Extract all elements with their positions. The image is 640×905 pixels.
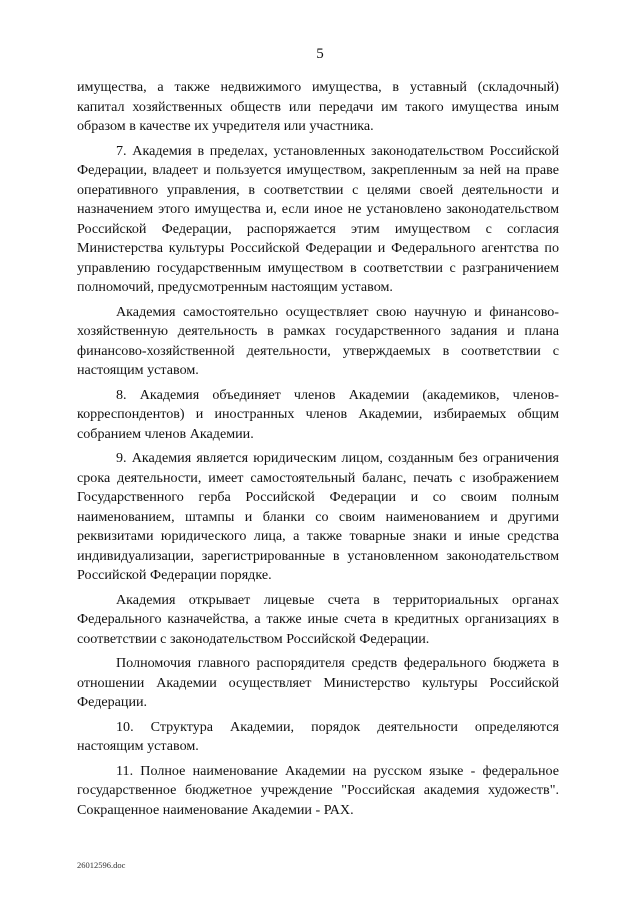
paragraph-7: 7. Академия в пределах, установленных законодательством Российской Федерации, владеет и пользуется имуществом, закрепленным за ней на праве оперативного управления, в соответствии с целями своей деятельности и назначением этого имущества и, если иное не установлено законодательством Российской Федерации, распоряжается этим имуществом с согласия Министерства культуры Российской Федерации и Федерального агентства по управлению государственным имуществом в соответствии с разграничением полномочий, предусмотренным настоящим уставом. [77,142,559,295]
footer-file-code: 26012596.doc [77,860,126,870]
paragraph-7-financial-activity: Академия самостоятельно осуществляет свою научную и финансово-хозяйственную деятельность в рамках государственного задания и плана финансово-хозяйственной деятельности, утверждаемых в соответствии с настоящим уставом. [77,303,559,378]
document-body [77,78,559,825]
paragraph-9: 9. Академия является юридическим лицом, созданным без ограничения срока деятельности, имеет самостоятельный баланс, печать с изображением Государственного герба Российской Федерации и со своим полным наименованием, штампы и бланки со своим наименованием и другими реквизитами юридического лица, а также товарные знаки и иные средства индивидуализации, зарегистрированные в установленном законодательством Российской Федерации порядке. [77,450,559,583]
paragraph-8: 8. Академия объединяет членов Академии (академиков, членов-корреспондентов) и иностранных членов Академии, избираемых общим собранием членов Академии. [77,386,559,442]
paragraph-9-budget-authority: Полномочия главного распорядителя средств федерального бюджета в отношении Академии осуществляет Министерство культуры Российской Федерации. [77,655,559,710]
page-number: 5 [316,46,324,62]
paragraph-10: 10. Структура Академии, порядок деятельности определяются настоящим уставом. [77,718,559,754]
paragraph-9-accounts: Академия открывает лицевые счета в территориальных органах Федерального казначейства, а также иные счета в кредитных организациях в соответствии с законодательством Российской Федерации. [77,591,559,647]
paragraph-11: 11. Полное наименование Академии на русском языке - федеральное государственное бюджетное учреждение "Российская академия художеств". Сокращенное наименование Академии - РАХ. [77,762,559,818]
paragraph-continuation: имущества, а также недвижимого имущества, в уставный (складочный) капитал хозяйственных обществ или передачи им такого имущества иным образом в качестве их учредителя или участника. [77,79,559,134]
